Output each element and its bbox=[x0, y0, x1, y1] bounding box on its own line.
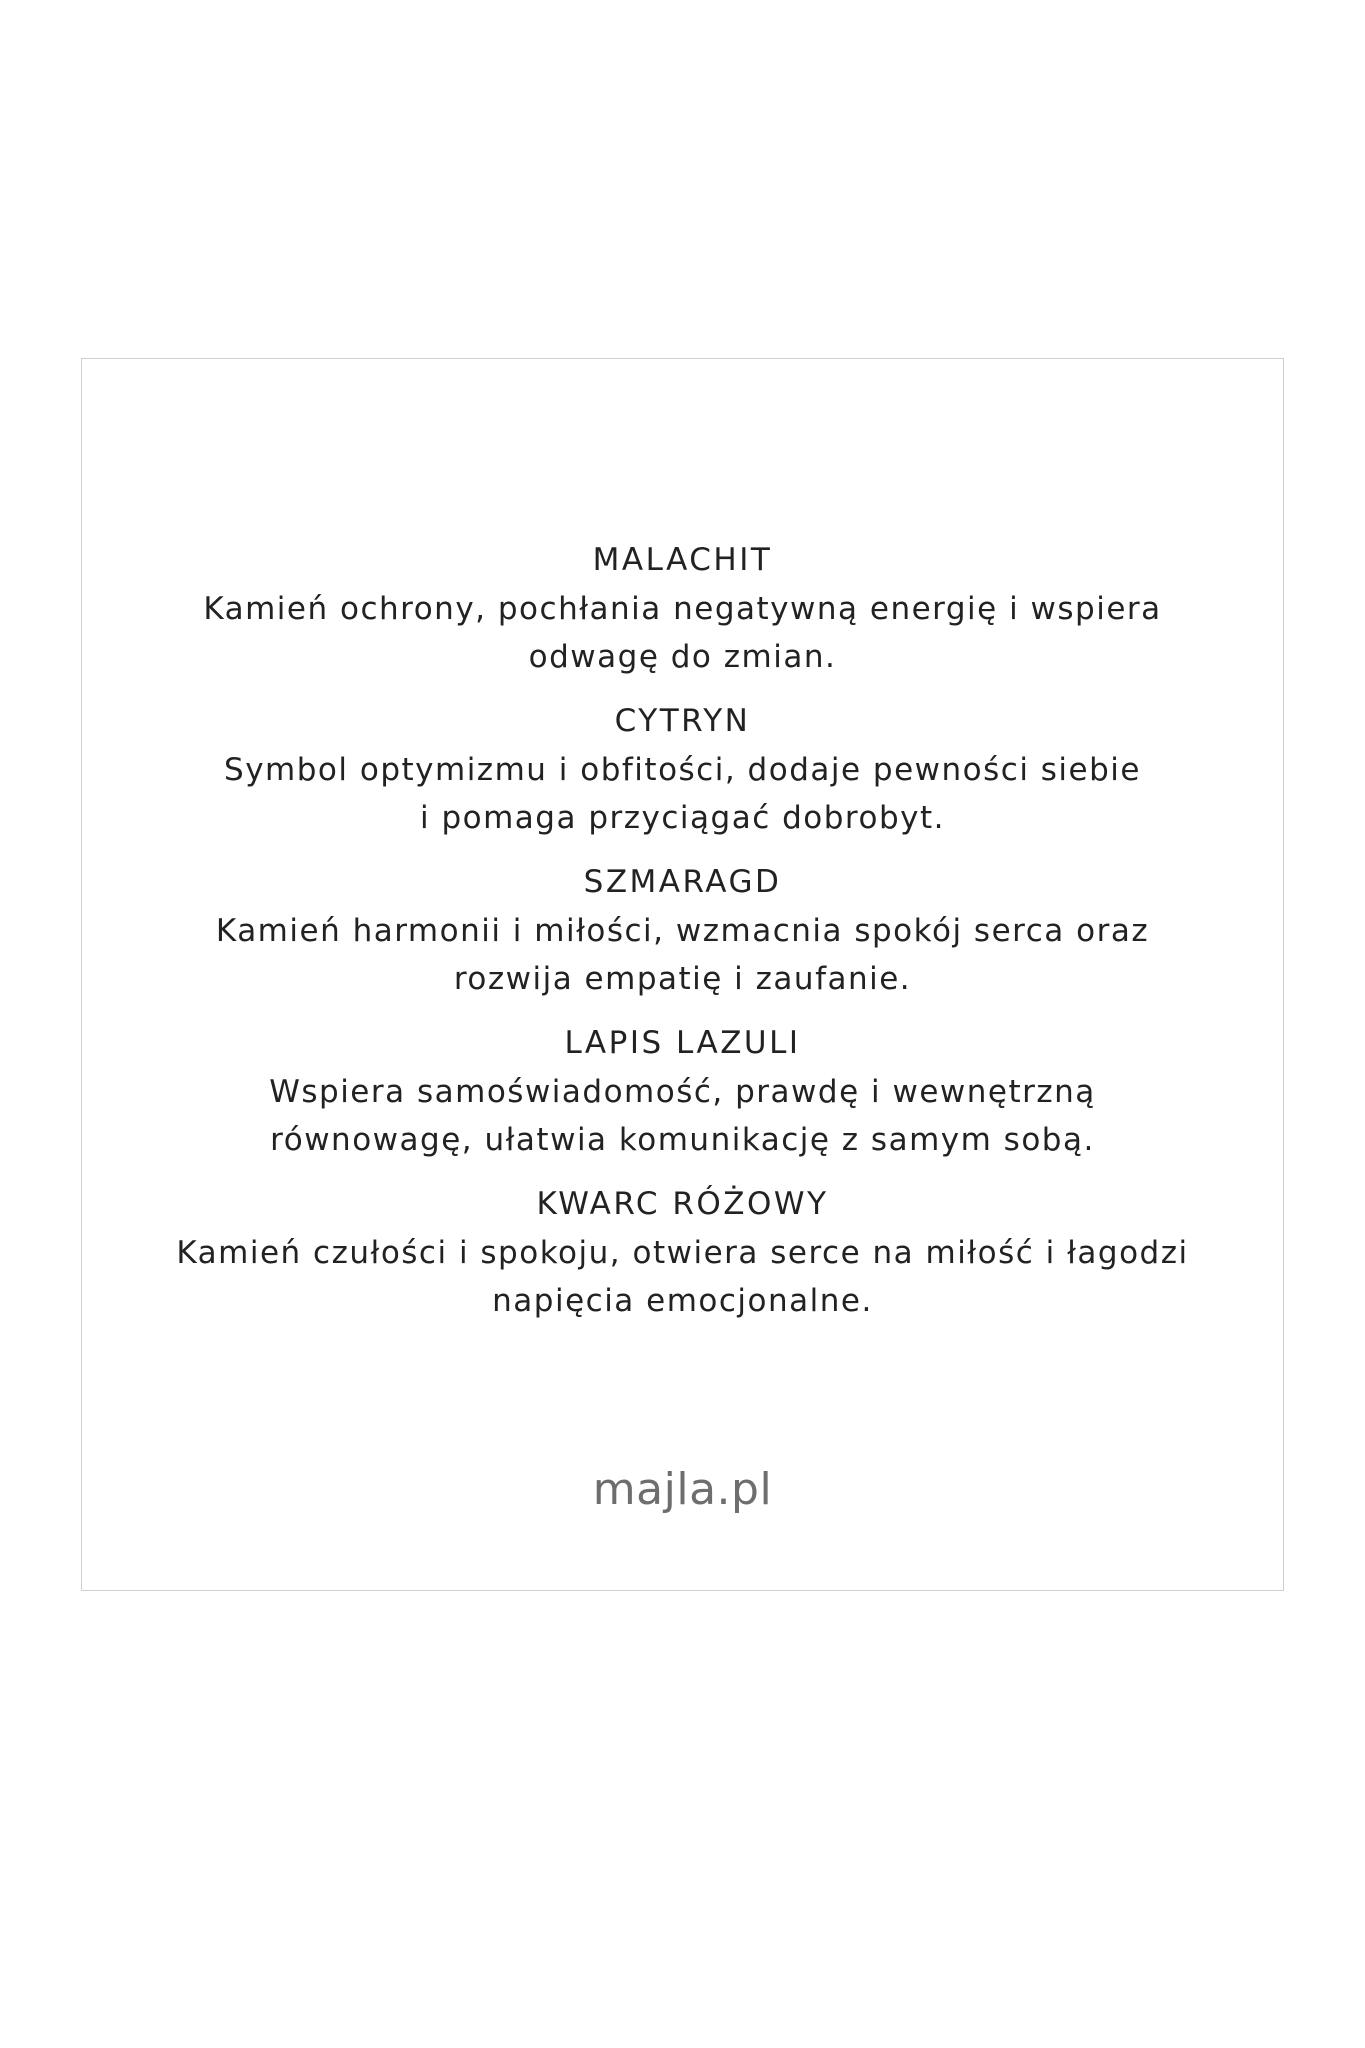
stone-entry-cytryn bbox=[82, 700, 1283, 842]
stone-description-line: napięcia emocjonalne. bbox=[492, 1283, 873, 1319]
stone-entry-lapis-lazuli bbox=[82, 1022, 1283, 1164]
info-card bbox=[81, 358, 1284, 1591]
stone-list bbox=[82, 539, 1283, 1344]
stone-description bbox=[82, 585, 1283, 681]
stone-description-line: Symbol optymizmu i obfitości, dodaje pewności siebie bbox=[224, 752, 1141, 788]
stone-description-line: i pomaga przyciągać dobrobyt. bbox=[420, 800, 945, 836]
stone-description-line: rozwija empatię i zaufanie. bbox=[453, 961, 912, 997]
stone-entry-szmaragd bbox=[82, 861, 1283, 1003]
stone-description-line: Kamień ochrony, pochłania negatywną energię i wspiera bbox=[203, 591, 1162, 627]
stone-description-line: Kamień czułości i spokoju, otwiera serce na miłość i łagodzi bbox=[176, 1235, 1189, 1271]
stone-description-line: Kamień harmonii i miłości, wzmacnia spokój serca oraz bbox=[215, 913, 1150, 949]
stone-description bbox=[82, 1229, 1283, 1325]
brand-website: majla.pl bbox=[592, 1464, 773, 1515]
stone-description bbox=[82, 1068, 1283, 1164]
stone-description-line: równowagę, ułatwia komunikację z samym sobą. bbox=[270, 1122, 1095, 1158]
stone-description bbox=[82, 907, 1283, 1003]
stone-entry-kwarc-rozowy bbox=[82, 1183, 1283, 1325]
stone-description-line: Wspiera samoświadomość, prawdę i wewnętrzną bbox=[269, 1074, 1096, 1110]
stone-name: MALACHIT bbox=[592, 542, 773, 578]
stone-name: CYTRYN bbox=[614, 703, 751, 739]
stone-name: LAPIS LAZULI bbox=[564, 1025, 801, 1061]
stone-name: SZMARAGD bbox=[583, 864, 782, 900]
stone-entry-malachit bbox=[82, 539, 1283, 681]
stone-description bbox=[82, 746, 1283, 842]
stone-description-line: odwagę do zmian. bbox=[528, 639, 837, 675]
stone-name: KWARC RÓŻOWY bbox=[536, 1186, 829, 1222]
